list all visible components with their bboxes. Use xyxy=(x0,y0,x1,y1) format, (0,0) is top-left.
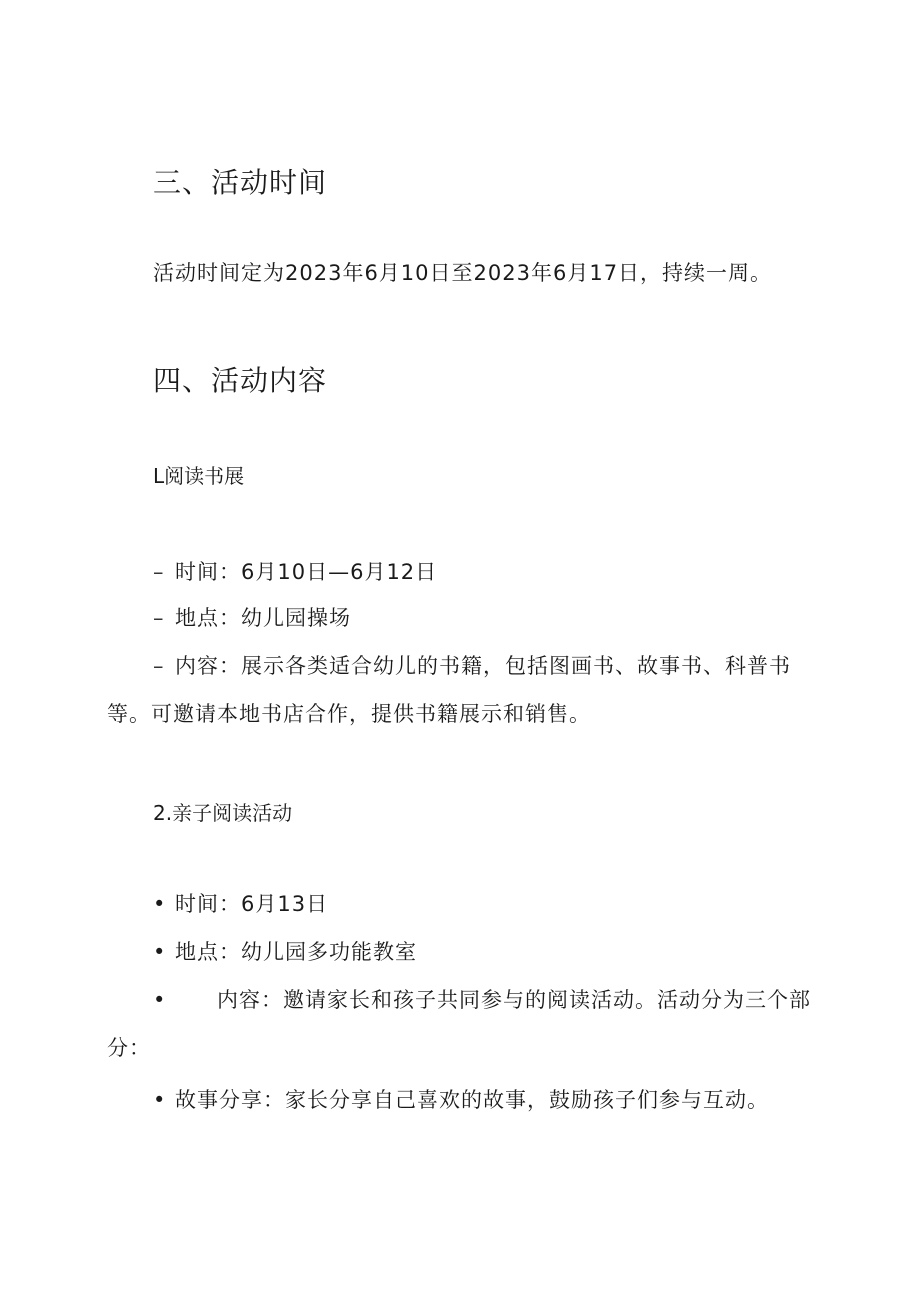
item2-title: 2.亲子阅读活动 xyxy=(153,801,293,825)
dot-bullet: • xyxy=(153,1088,167,1112)
section3-heading: 三、活动时间 xyxy=(153,166,328,199)
item1-time xyxy=(153,560,437,585)
section3-text: 活动时间定为2023年6月10日至2023年6月17日，持续一周。 xyxy=(153,261,773,285)
item2-place-text: 地点：幼儿园多功能教室 xyxy=(175,940,417,964)
item1-content xyxy=(153,654,791,679)
dash-bullet: – xyxy=(153,654,165,678)
item1-title: L阅读书展 xyxy=(153,464,245,488)
item2-time xyxy=(153,892,328,917)
dash-bullet: – xyxy=(153,606,165,630)
item2-time-text: 时间：6月13日 xyxy=(175,892,329,916)
section4-heading: 四、活动内容 xyxy=(153,364,328,397)
dot-bullet: • xyxy=(153,988,167,1012)
item2-content xyxy=(153,988,811,1013)
item2-content-line1: 内容：邀请家长和孩子共同参与的阅读活动。活动分为三个部 xyxy=(217,988,811,1012)
dot-bullet: • xyxy=(153,940,167,964)
item2-story-text: 故事分享：家长分享自己喜欢的故事，鼓励孩子们参与互动。 xyxy=(175,1088,769,1112)
dot-bullet: • xyxy=(153,892,167,916)
item2-story xyxy=(153,1088,769,1113)
item1-content-line2: 等。可邀请本地书店合作，提供书籍展示和销售。 xyxy=(107,702,591,726)
item1-place xyxy=(153,606,351,631)
dash-bullet: – xyxy=(153,560,165,584)
item2-place xyxy=(153,940,417,965)
item1-time-text: 时间：6月10日—6月12日 xyxy=(175,560,438,584)
item1-place-text: 地点：幼儿园操场 xyxy=(175,606,351,630)
item2-content-line2: 分： xyxy=(107,1036,151,1060)
item1-content-line1: 内容：展示各类适合幼儿的书籍，包括图画书、故事书、科普书 xyxy=(175,654,791,678)
